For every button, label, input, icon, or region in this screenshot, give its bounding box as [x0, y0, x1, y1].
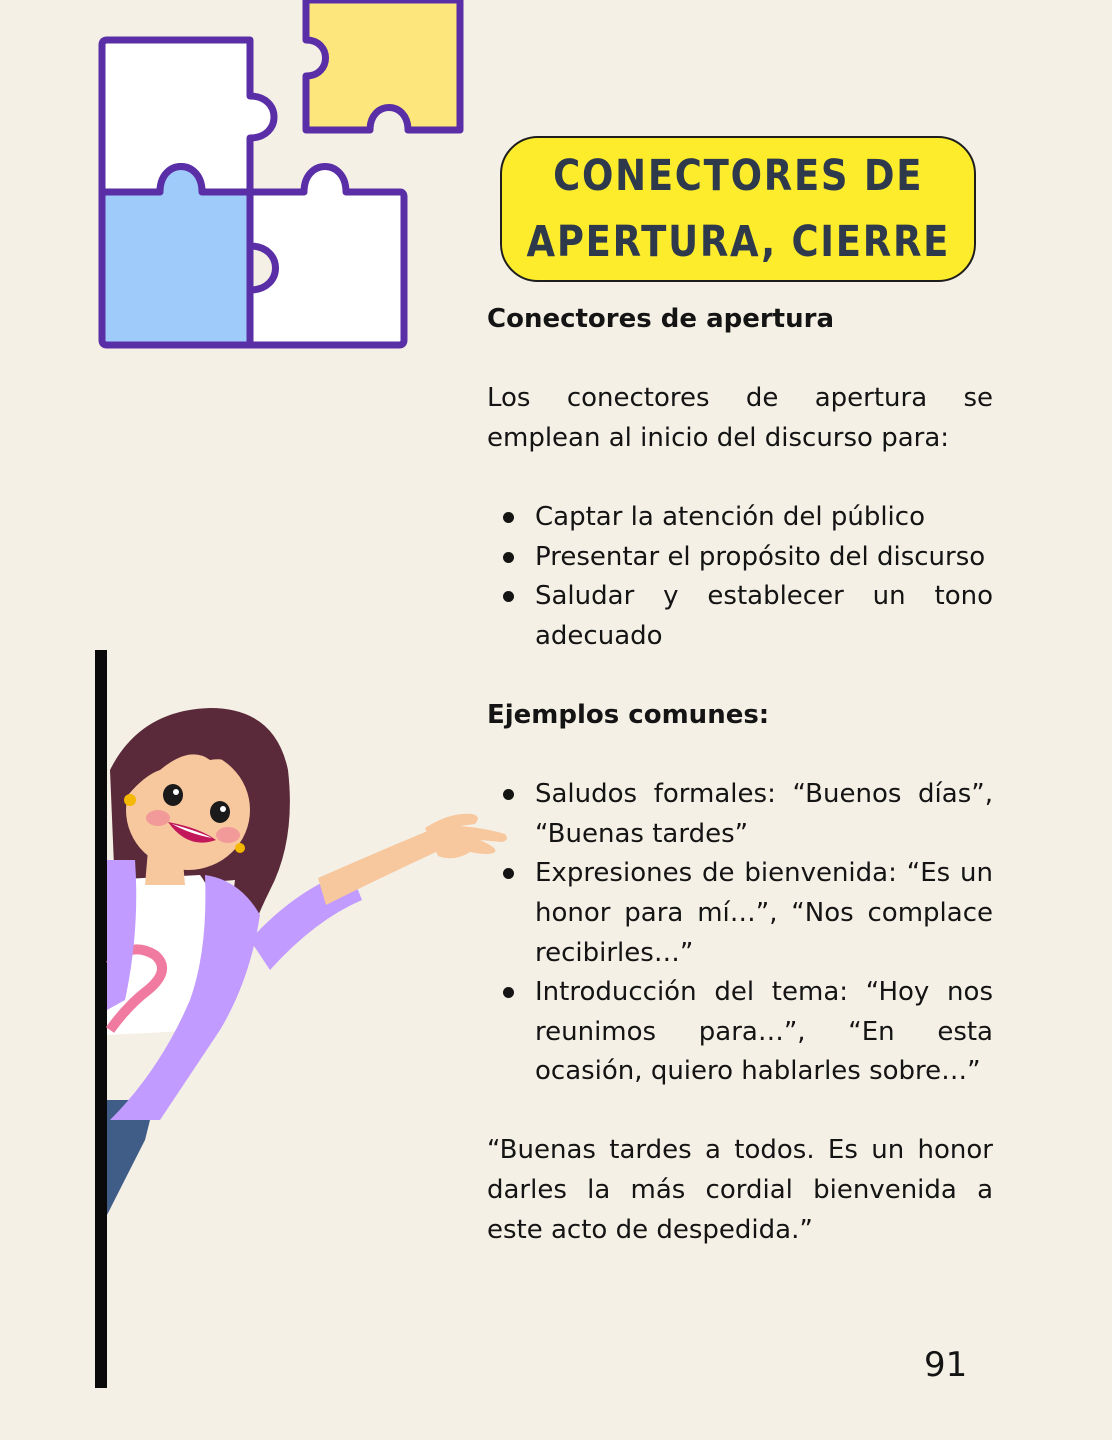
example-quote: “Buenas tardes a todos. Es un honor darles la más cordial bienvenida a este acto de despedida.”: [487, 1135, 993, 1245]
list-item: [487, 538, 993, 578]
bullet-icon: [503, 552, 514, 563]
list-item: [487, 775, 993, 854]
list-item: [487, 973, 993, 1092]
list-item: [487, 498, 993, 538]
title-line-1: CONECTORES DE: [552, 151, 924, 201]
examples-list: [487, 775, 993, 1092]
purposes-list: [487, 498, 993, 656]
list-item: [487, 577, 993, 656]
puzzle-pieces-icon: [90, 0, 470, 360]
list-item-text: Captar la atención del público: [535, 501, 925, 532]
title-banner: [500, 136, 976, 282]
list-item: [487, 854, 993, 973]
main-content: [487, 300, 993, 1250]
examples-heading: Ejemplos comunes:: [487, 699, 770, 730]
bullet-icon: [503, 512, 514, 523]
list-item-text: Introducción del tema: “Hoy nos reunimos para…”, “En esta ocasión, quiero hablarles sobre…”: [535, 977, 993, 1087]
section-heading: Conectores de apertura: [487, 304, 834, 334]
pointing-girl-icon: [100, 700, 520, 1220]
list-item-text: Presentar el propósito del discurso: [535, 541, 986, 572]
list-item-text: Expresiones de bienvenida: “Es un honor para mí…”, “Nos complace recibirles…”: [535, 858, 993, 968]
list-item-text: Saludar y establecer un tono adecuado: [535, 581, 993, 651]
intro-paragraph: Los conectores de apertura se emplean al inicio del discurso para:: [487, 383, 993, 453]
bullet-icon: [503, 591, 514, 602]
title-line-2: APERTURA, CIERRE: [526, 217, 950, 267]
list-item-text: Saludos formales: “Buenos días”, “Buenas tardes”: [535, 779, 993, 849]
page-number: 91: [924, 1345, 968, 1385]
